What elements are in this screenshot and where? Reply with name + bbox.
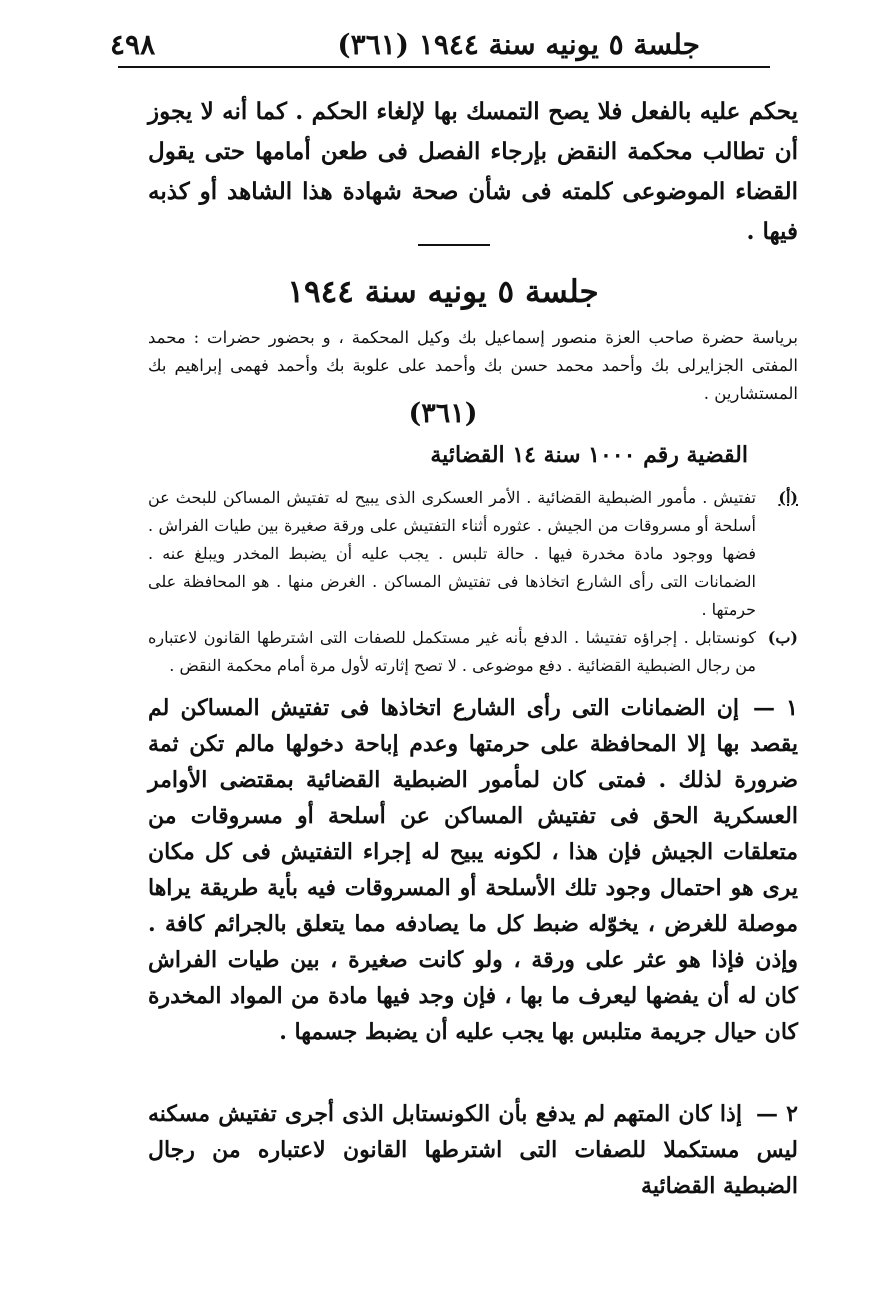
running-head (110, 22, 770, 68)
headnote-a (148, 484, 798, 624)
principle-1 (148, 690, 798, 1050)
principle-number: ٢ — (755, 1101, 798, 1127)
session-title: جلسة ٥ يونيه سنة ١٩٤٤ (287, 274, 599, 310)
section-divider (418, 244, 490, 246)
presidency-paragraph: برياسة حضرة صاحب العزة منصور إسماعيل بك وكيل المحكمة ، و بحضور حضرات : محمد المفتى الجزايرلى بك وأحمد محمد حسن بك وأحمد على علوبة بك وأحمد فهمى إبراهيم بك المستشارين . (148, 328, 798, 403)
principle-text: إن الضمانات التى رأى الشارع اتخاذها فى تفتيش المساكن لم يقصد بها إلا المحافظة على حرمتها وعدم إباحة دخولها مالم تكن ثمة ضرورة لذلك . فمتى كان لمأمور الضبطية القضائية بمقتضى الأوامر العسكرية الحق فى تفتيش المساكن عن أسلحة أو مسروقات من متعلقات الجيش فإن هذا ، لكونه يبيح له إجراء التفتيش فى كل مكان يرى هو احتمال وجود تلك الأسلحة أو المسروقات فيه بأية طريقة يراها موصلة للغرض ، يخوّله ضبط كل ما يصادفه مما يتعلق بالجرائم كافة . وإذن فإذا هو عثر على ورقة ، ولو كانت صغيرة ، بين طيات الفراش كان له أن يفضها ليعرف ما بها ، فإن وجد فيها مادة من المواد المخدرة كان حيال جريمة متلبس بها يجب عليه أن يضبط جسمها . (148, 695, 798, 1045)
page-number: ٤٩٨ (110, 28, 156, 61)
headnote-text: تفتيش . مأمور الضبطية القضائية . الأمر العسكرى الذى يبيح له تفتيش المساكن للبحث عن أسلحة أو مسروقات من الجيش . عثوره أثناء التفتيش على ورقة صغيرة بين طيات الفراش . فضها ووجود مادة مخدرة فيها . حالة تلبس . يجب عليه أن يضبط المخدر ويبلغ عنه . الضمانات التى رأى الشارع اتخاذها فى تفتيش المساكن . الغرض منها . هو المحافظة على حرمتها . (148, 488, 756, 619)
headnote-text: كونستابل . إجراؤه تفتيشا . الدفع بأنه غير مستكمل للصفات التى اشترطها القانون لاعتباره من رجال الضبطية القضائية . دفع موضوعى . لا تصح إثارته لأول مرة أمام محكمة النقض . (148, 628, 756, 675)
case-number: (٣٦١) (408, 398, 478, 429)
headnote-b (148, 624, 798, 680)
principle-number: ١ — (753, 695, 798, 721)
principle-2 (148, 1096, 798, 1204)
header-rule (118, 66, 770, 68)
continuation-paragraph: يحكم عليه بالفعل فلا يصح التمسك بها لإلغاء الحكم . كما أنه لا يجوز أن تطالب محكمة النقض بإرجاء الفصل فى طعن أمامها حتى يقول القضاء الموضوعى كلمته فى شأن صحة شهادة هذا الشاهد أو كذبه فيها . (148, 98, 798, 245)
running-title: جلسة ٥ يونيه سنة ١٩٤٤ (٣٦١) (337, 28, 700, 61)
headnote-label: (أ) (778, 488, 798, 507)
principle-text: إذا كان المتهم لم يدفع بأن الكونستابل الذى أجرى تفتيش مسكنه ليس مستكملا للصفات التى اشترطها القانون لاعتباره من رجال الضبطية القضائية (148, 1101, 798, 1199)
headnote-label: (ب) (767, 628, 798, 647)
headnotes (148, 484, 798, 680)
case-title: القضية رقم ١٠٠٠ سنة ١٤ القضائية (430, 442, 748, 468)
